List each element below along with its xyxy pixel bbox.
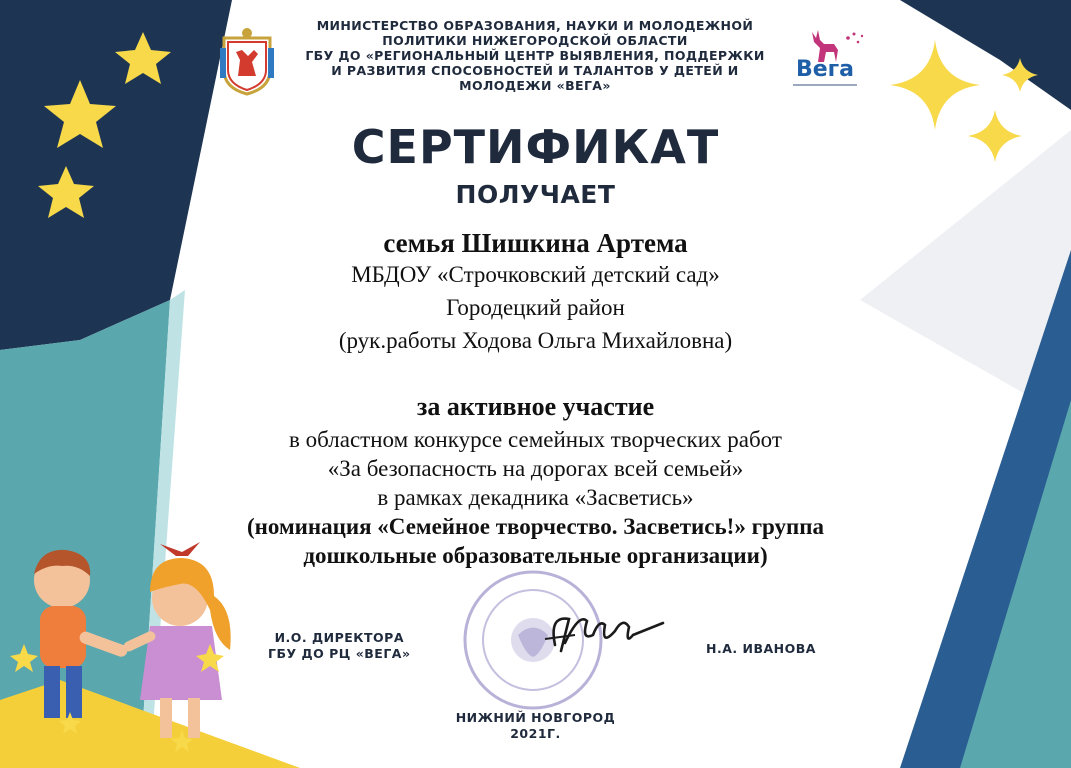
organization-header [280,18,790,93]
recipient-supervisor: (рук.работы Ходова Ольга Михайловна) [338,328,733,353]
vega-logo-text: Вега [795,57,855,82]
award-line: «За безопасность на дорогах всей семьей» [327,456,744,481]
header-line: МОЛОДЕЖИ «ВЕГА» [459,78,611,93]
signatory-title-line: И.О. ДИРЕКТОРА [274,630,404,645]
sparkle-icon [890,40,980,130]
nomination-line: (номинация «Семейное творчество. Засветись!» группа [246,514,825,539]
signatory-title [268,630,411,662]
signatory-title-line: ГБУ ДО РЦ «ВЕГА» [268,646,411,661]
vega-logo [790,24,870,94]
award-line: в рамках декадника «Засветись» [377,485,694,510]
recipient-institution: МБДОУ «Строчковский детский сад» [351,262,720,287]
header-line: МИНИСТЕРСТВО ОБРАЗОВАНИЯ, НАУКИ И МОЛОДЕЖНОЙ [316,18,754,33]
certificate-subtitle: ПОЛУЧАЕТ [455,180,616,209]
nomination-line: дошкольные образовательные организации) [303,543,768,568]
recipient-name: семья Шишкина Артема [383,228,688,258]
certificate-title: СЕРТИФИКАТ [351,120,720,174]
award-heading: за активное участие [416,392,655,421]
recipient-district: Городецкий район [446,295,625,320]
header-line: И РАЗВИТИЯ СПОСОБНОСТЕЙ И ТАЛАНТОВ У ДЕТЕЙ И [331,63,739,78]
footer-year: 2021Г. [510,726,561,741]
award-line: в областном конкурсе семейных творческих работ [289,427,782,452]
signatory-name: Н.А. ИВАНОВА [706,641,816,656]
footer-city: НИЖНИЙ НОВГОРОД [455,710,616,725]
signature [535,595,665,675]
header-line: ПОЛИТИКИ НИЖЕГОРОДСКОЙ ОБЛАСТИ [382,33,688,48]
coat-of-arms-icon [218,26,276,96]
children-illustration [0,540,260,768]
header-line: ГБУ ДО «РЕГИОНАЛЬНЫЙ ЦЕНТР ВЫЯВЛЕНИЯ, ПОДДЕРЖКИ [305,48,765,63]
